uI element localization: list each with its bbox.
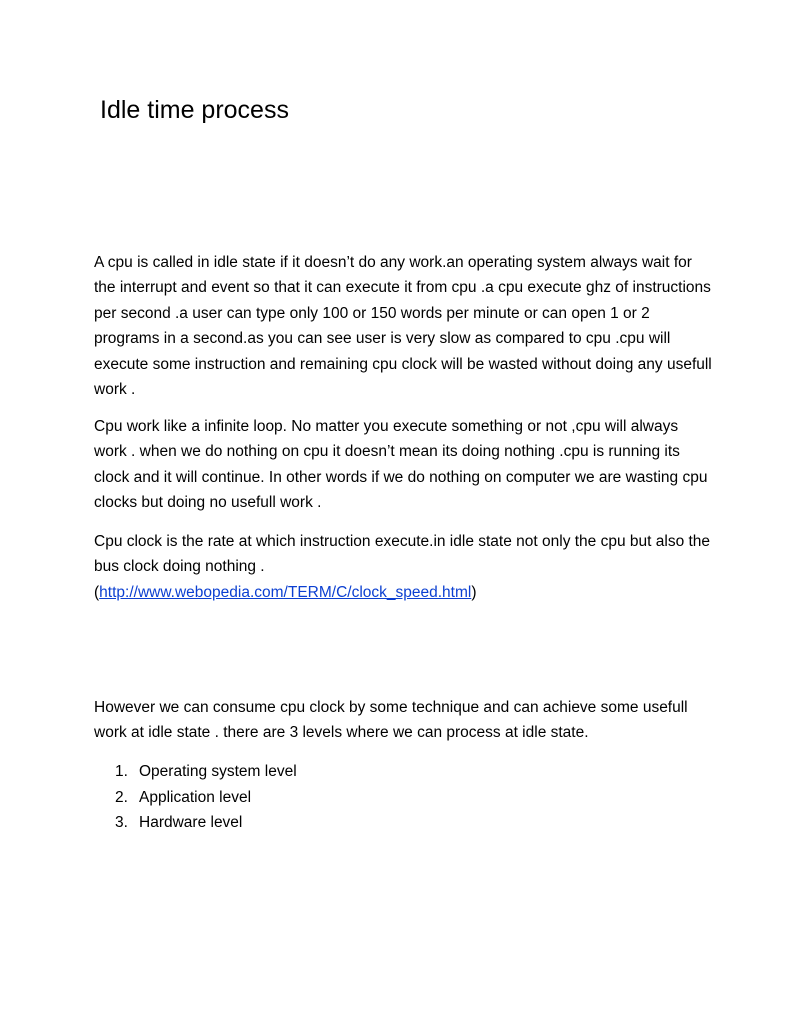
list-number: 3.: [115, 814, 128, 831]
link-close-paren: ): [471, 583, 477, 601]
list-item-label: Application level: [139, 788, 252, 806]
page-title: Idle time process: [100, 96, 289, 124]
list-item-label: Hardware level: [139, 814, 243, 831]
paragraph-cpu-clock: [94, 529, 714, 605]
list-item: [94, 785, 297, 811]
list-item: [94, 810, 297, 836]
list-item-label: Operating system level: [139, 763, 297, 780]
list-item: [94, 759, 297, 785]
list-number: 2.: [115, 788, 128, 806]
paragraph-infinite-loop: Cpu work like a infinite loop. No matter you execute something or not ,cpu will always work . when we do nothing on cpu it doesn’t mean its doing nothing .cpu is running its clock and it will continue. In other words if we do nothing on computer we are wasting cpu clocks but doing no usefull work .: [94, 418, 708, 512]
cpu-clock-text: Cpu clock is the rate at which instruction execute.in idle state not only the cpu but also the bus clock doing nothing .: [94, 533, 711, 576]
paragraph-idle-state: A cpu is called in idle state if it doesn’t do any work.an operating system always wait for the interrupt and event so that it can execute it from cpu .a cpu execute ghz of instructions per second .a user can type only 100 or 150 words per minute or can open 1 or 2 programs in a second.as you can see user is very slow as compared to cpu .cpu will execute some instruction and remaining cpu clock will be wasted without doing any usefull work .: [94, 254, 712, 399]
list-number: 1.: [115, 763, 128, 780]
clock-speed-link[interactable]: http://www.webopedia.com/TERM/C/clock_speed.html: [99, 583, 472, 601]
paragraph-process-levels: However we can consume cpu clock by some technique and can achieve some usefull work at idle state . there are 3 levels where we can process at idle state.: [94, 699, 688, 742]
link-open-paren: (: [94, 583, 100, 601]
levels-list: [94, 759, 297, 836]
